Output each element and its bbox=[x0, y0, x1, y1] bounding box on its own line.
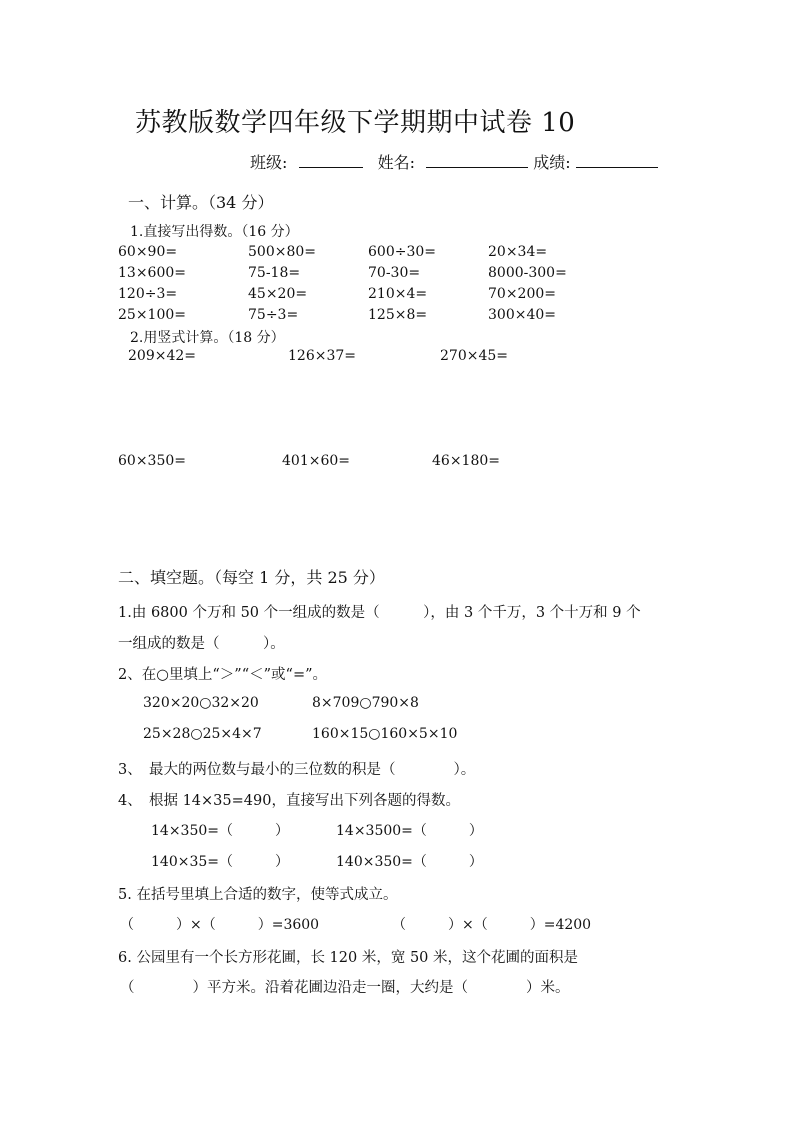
q1-item: 20×34= bbox=[488, 244, 548, 260]
compare-item: 160×15○160×5×10 bbox=[312, 726, 458, 742]
q1-item: 210×4= bbox=[368, 286, 428, 302]
section2-heading: 二、填空题。（每空 1 分，共 25 分） bbox=[118, 568, 385, 587]
class-label: 班级: bbox=[250, 153, 288, 172]
q1-item: 75÷3= bbox=[248, 307, 299, 323]
s2-q1-line1: 1.由 6800 个万和 50 个一组成的数是（ ），由 3 个千万，3 个十万和 9 个 bbox=[118, 605, 641, 621]
s2-q5-heading: 5. 在括号里填上合适的数字，使等式成立。 bbox=[118, 887, 398, 903]
q2-item: 60×350= bbox=[118, 453, 186, 469]
name-label: 姓名: bbox=[377, 153, 415, 172]
q1-item: 125×8= bbox=[368, 307, 428, 323]
compare-item: 8×709○790×8 bbox=[312, 695, 419, 711]
student-info-line bbox=[250, 150, 658, 173]
q1-item: 8000-300= bbox=[488, 265, 567, 281]
q1-item: 500×80= bbox=[248, 244, 316, 260]
s2-q6-line1: 6. 公园里有一个长方形花圃，长 120 米，宽 50 米，这个花圃的面积是 bbox=[118, 950, 579, 966]
compare-item: 25×28○25×4×7 bbox=[143, 726, 262, 742]
q4-item: 14×350=（ ） bbox=[151, 823, 289, 839]
q2-item: 46×180= bbox=[432, 453, 500, 469]
score-field[interactable] bbox=[576, 151, 658, 168]
q1-heading: 1.直接写出得数。（16 分） bbox=[130, 224, 299, 240]
q5-item: （ ）×（ ）=3600 bbox=[120, 917, 320, 933]
q2-item: 401×60= bbox=[282, 453, 350, 469]
name-field[interactable] bbox=[426, 151, 528, 168]
q2-heading: 2.用竖式计算。（18 分） bbox=[130, 330, 285, 346]
q1-item: 300×40= bbox=[488, 307, 556, 323]
s2-q2-heading: 2、在○里填上“＞”“＜”或“=”。 bbox=[118, 667, 328, 683]
q4-item: 140×35=（ ） bbox=[151, 854, 289, 870]
q2-item: 270×45= bbox=[440, 348, 508, 364]
section1-heading: 一、计算。（34 分） bbox=[128, 193, 274, 212]
q1-item: 600÷30= bbox=[368, 244, 436, 260]
q1-item: 70-30= bbox=[368, 265, 421, 281]
s2-q6-line2: （ ）平方米。沿着花圃边沿走一圈，大约是（ ）米。 bbox=[120, 980, 570, 996]
q1-item: 70×200= bbox=[488, 286, 556, 302]
compare-item: 320×20○32×20 bbox=[143, 695, 259, 711]
page-title: 苏教版数学四年级下学期期中试卷 10 bbox=[135, 108, 576, 138]
q1-item: 75-18= bbox=[248, 265, 301, 281]
q4-item: 140×350=（ ） bbox=[336, 854, 483, 870]
q1-item: 60×90= bbox=[118, 244, 178, 260]
s2-q4-heading: 4、 根据 14×35=490，直接写出下列各题的得数。 bbox=[118, 793, 460, 809]
q1-item: 120÷3= bbox=[118, 286, 178, 302]
q1-item: 45×20= bbox=[248, 286, 308, 302]
score-label: 成绩: bbox=[533, 153, 571, 172]
q2-item: 209×42= bbox=[128, 348, 196, 364]
q4-item: 14×3500=（ ） bbox=[336, 823, 483, 839]
q2-item: 126×37= bbox=[288, 348, 356, 364]
q5-item: （ ）×（ ）=4200 bbox=[392, 917, 592, 933]
class-field[interactable] bbox=[299, 151, 363, 168]
q1-item: 25×100= bbox=[118, 307, 186, 323]
s2-q1-line2: 一组成的数是（ ）。 bbox=[118, 636, 285, 652]
q1-item: 13×600= bbox=[118, 265, 186, 281]
s2-q3: 3、 最大的两位数与最小的三位数的积是（ ）。 bbox=[118, 762, 476, 778]
